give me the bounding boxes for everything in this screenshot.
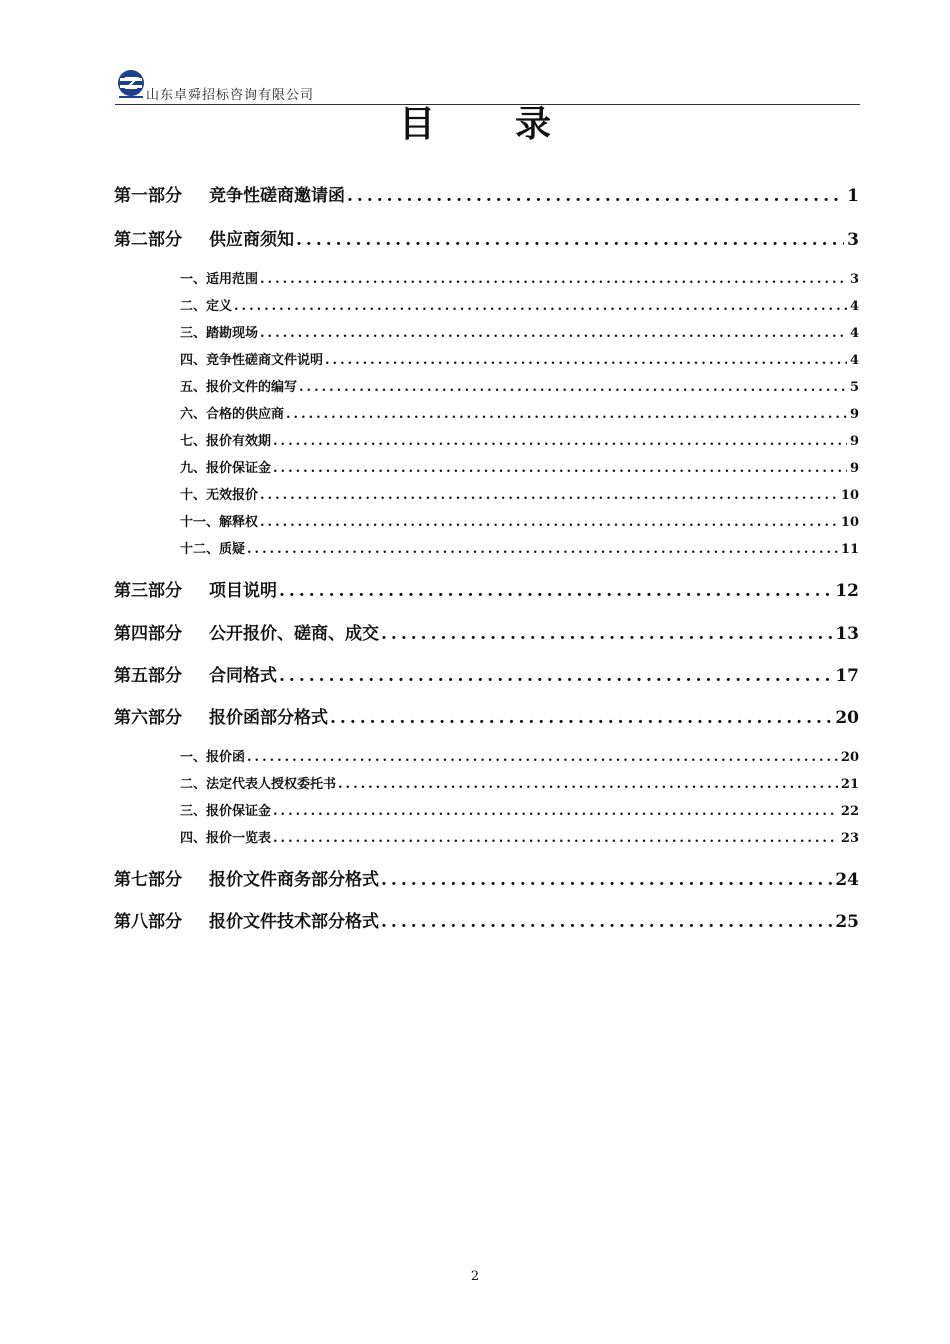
toc-entry-label [180, 800, 271, 819]
toc-entry-label [180, 268, 258, 287]
toc-entry-text: 供应商须知 [209, 230, 294, 250]
toc-leader-dots [260, 488, 838, 503]
toc-entry-text: 项目说明 [209, 581, 277, 601]
toc-page-number: 21 [840, 777, 859, 792]
toc-entry-label [114, 865, 379, 890]
toc-part-number: 第一部分 [114, 186, 182, 206]
toc-section-entry[interactable] [180, 430, 859, 449]
toc-leader-dots [273, 804, 838, 819]
toc-entry-text: 三、踏勘现场 [180, 326, 259, 341]
toc-entry-text: 报价函部分格式 [209, 708, 328, 728]
toc-section-entry[interactable] [180, 376, 859, 395]
toc-page-number: 22 [840, 804, 859, 819]
toc-entry-text: 一、适用范围 [180, 272, 259, 287]
toc-section-entry[interactable] [180, 827, 859, 846]
toc-entry-text: 十一、解释权 [180, 515, 259, 530]
toc-entry-text: 九、报价保证金 [180, 461, 272, 476]
toc-entry-label [180, 484, 258, 503]
toc-leader-dots [273, 461, 847, 476]
toc-entry-label [180, 322, 258, 341]
toc-page-number: 4 [849, 299, 859, 314]
toc-entry-label [114, 225, 294, 250]
toc-entry-label [114, 661, 277, 686]
toc-page-number: 1 [847, 186, 859, 206]
toc-entry-label [180, 430, 271, 449]
toc-entry-label [180, 773, 336, 792]
toc-entry-label [180, 457, 271, 476]
toc-part-entry[interactable] [114, 907, 859, 932]
toc-leader-dots [286, 407, 847, 422]
toc-section-entry[interactable] [180, 800, 859, 819]
toc-entry-text: 一、报价函 [180, 750, 246, 765]
toc-part-number: 第五部分 [114, 666, 182, 686]
toc-page-number: 9 [849, 407, 859, 422]
toc-section-entry[interactable] [180, 773, 859, 792]
toc-leader-dots [260, 326, 847, 341]
toc-leader-dots [247, 542, 838, 557]
toc-section-entry[interactable] [180, 511, 859, 530]
toc-part-entry[interactable] [114, 619, 859, 644]
toc-leader-dots [279, 581, 832, 601]
toc-entry-label [180, 746, 245, 765]
toc-entry-text: 二、定义 [180, 299, 233, 314]
toc-page-number: 20 [840, 750, 859, 765]
toc-entry-text: 报价文件商务部分格式 [209, 870, 379, 890]
toc-part-number: 第七部分 [114, 870, 182, 890]
toc-page-number: 25 [835, 912, 859, 932]
toc-page-number: 10 [840, 515, 859, 530]
toc-leader-dots [347, 186, 844, 206]
toc-part-number: 第四部分 [114, 624, 182, 644]
toc-entry-label [180, 511, 258, 530]
page-title: 目录 [398, 103, 631, 145]
toc-part-entry[interactable] [114, 225, 859, 250]
toc-entry-text: 二、法定代表人授权委托书 [180, 777, 337, 792]
toc-entry-label [180, 827, 271, 846]
toc-leader-dots [260, 272, 847, 287]
toc-section-entry[interactable] [180, 403, 859, 422]
toc-page-number: 9 [849, 461, 859, 476]
toc-entry-text: 五、报价文件的编写 [180, 380, 298, 395]
toc-page-number: 13 [835, 624, 859, 644]
toc-entry-text: 公开报价、磋商、成交 [209, 624, 379, 644]
toc-page-number: 23 [840, 831, 859, 846]
toc-section-entry[interactable] [180, 538, 859, 557]
toc-leader-dots [279, 666, 832, 686]
toc-entry-label [180, 349, 323, 368]
toc-leader-dots [381, 912, 832, 932]
toc-leader-dots [299, 380, 847, 395]
toc-entry-text: 竞争性磋商邀请函 [209, 186, 345, 206]
toc-leader-dots [273, 831, 838, 846]
toc-part-entry[interactable] [114, 865, 859, 890]
toc-section-entry[interactable] [180, 322, 859, 341]
toc-section-entry[interactable] [180, 457, 859, 476]
toc-entry-label [114, 181, 345, 206]
toc-entry-label [114, 576, 277, 601]
toc-section-entry[interactable] [180, 349, 859, 368]
toc-leader-dots [325, 353, 847, 368]
toc-part-number: 第三部分 [114, 581, 182, 601]
toc-leader-dots [330, 708, 832, 728]
toc-page-number: 24 [835, 870, 859, 890]
toc-part-number: 第二部分 [114, 230, 182, 250]
toc-page-number: 20 [835, 708, 859, 728]
toc-entry-text: 四、竞争性磋商文件说明 [180, 353, 324, 368]
toc-part-entry[interactable] [114, 576, 859, 601]
toc-entry-text: 合同格式 [209, 666, 277, 686]
toc-entry-label [180, 376, 297, 395]
toc-leader-dots [381, 624, 832, 644]
toc-page-number: 11 [840, 542, 859, 557]
toc-leader-dots [260, 515, 838, 530]
toc-entry-text: 四、报价一览表 [180, 831, 272, 846]
toc-section-entry[interactable] [180, 268, 859, 287]
toc-leader-dots [234, 299, 847, 314]
toc-entry-label [180, 403, 284, 422]
toc-page-number: 3 [847, 230, 859, 250]
company-name: 山东卓舜招标咨询有限公司 [146, 88, 315, 103]
toc-entry-label [114, 703, 328, 728]
toc-leader-dots [296, 230, 844, 250]
toc-entry-text: 七、报价有效期 [180, 434, 272, 449]
toc-part-entry[interactable] [114, 181, 859, 206]
toc-section-entry[interactable] [180, 295, 859, 314]
toc-page-number: 17 [835, 666, 859, 686]
toc-entry-label [180, 295, 232, 314]
toc-entry-label [180, 538, 245, 557]
toc-entry-text: 报价文件技术部分格式 [209, 912, 379, 932]
toc-leader-dots [381, 870, 832, 890]
toc-page-number: 4 [849, 353, 859, 368]
toc-entry-text: 十、无效报价 [180, 488, 259, 503]
toc-entry-label [114, 619, 379, 644]
toc-leader-dots [273, 434, 847, 449]
page-number: 2 [470, 1269, 480, 1284]
toc-section-entry[interactable] [180, 484, 859, 503]
toc-page-number: 5 [849, 380, 859, 395]
toc-part-number: 第六部分 [114, 708, 182, 728]
toc-part-entry[interactable] [114, 703, 859, 728]
toc-entry-label [114, 907, 379, 932]
toc-page-number: 12 [835, 581, 859, 601]
toc-leader-dots [338, 777, 838, 792]
toc-leader-dots [247, 750, 838, 765]
toc-page-number: 3 [849, 272, 859, 287]
toc-page-number: 4 [849, 326, 859, 341]
toc-section-entry[interactable] [180, 746, 859, 765]
toc-entry-text: 六、合格的供应商 [180, 407, 285, 422]
toc-part-entry[interactable] [114, 661, 859, 686]
toc-entry-text: 三、报价保证金 [180, 804, 272, 819]
toc-part-number: 第八部分 [114, 912, 182, 932]
toc-entry-text: 十二、质疑 [180, 542, 246, 557]
toc-page-number: 10 [840, 488, 859, 503]
toc-page-number: 9 [849, 434, 859, 449]
